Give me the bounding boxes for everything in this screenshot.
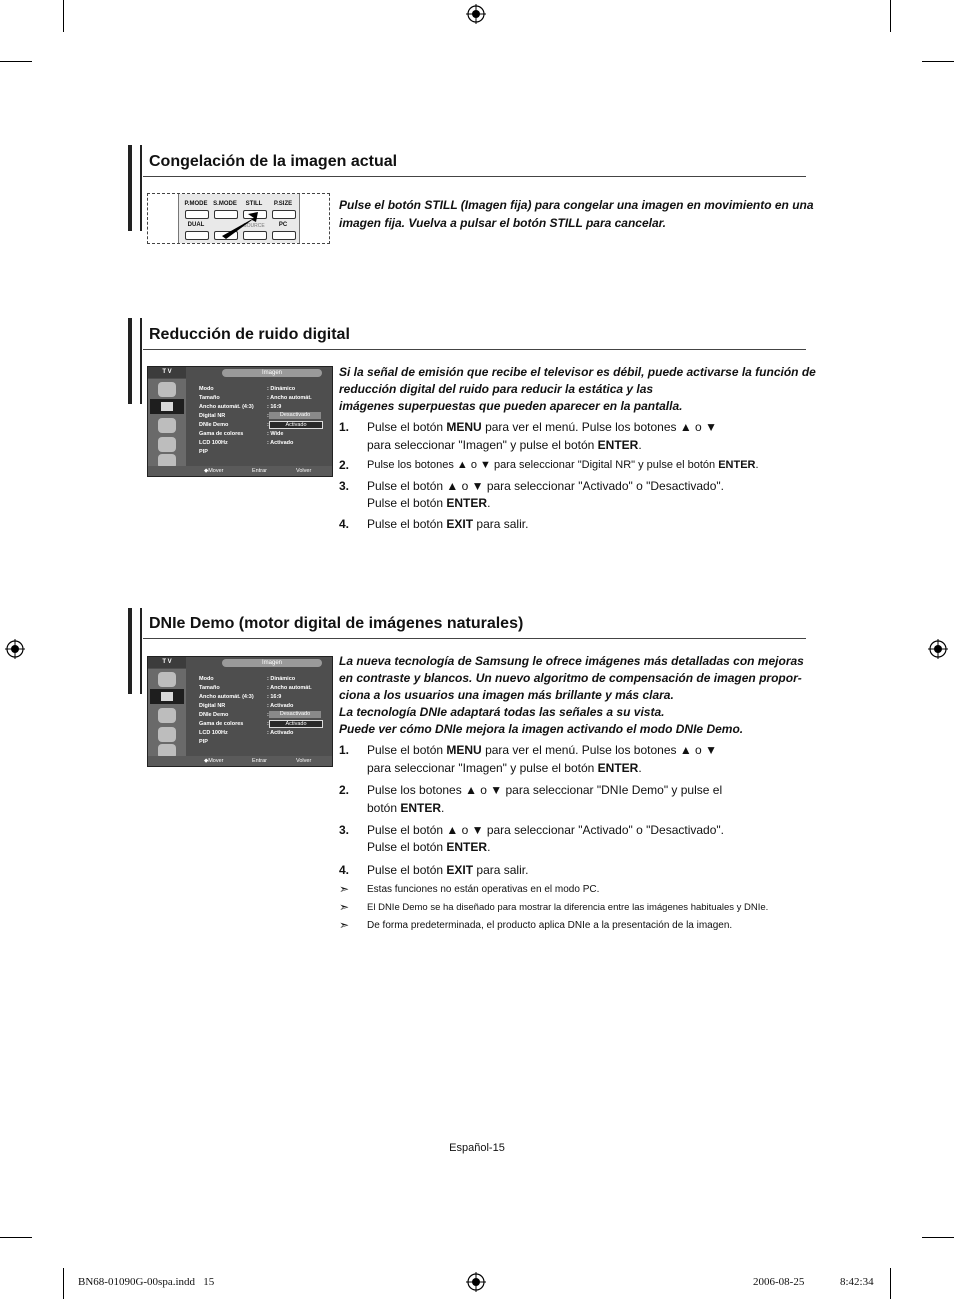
channel-icon (158, 727, 176, 742)
crop-mark (890, 0, 891, 32)
menu-row: Tamaño : Ancho automát. (199, 685, 312, 691)
tv-label: T V (148, 657, 186, 668)
registration-mark-icon (466, 1272, 486, 1292)
crop-mark (0, 61, 32, 62)
picture-icon (150, 399, 184, 414)
section-bar (128, 318, 142, 404)
pmode-button[interactable] (185, 210, 209, 219)
option-desactivado: Desactivado (269, 412, 321, 419)
menu-row: PIP (199, 449, 208, 455)
option-activado: Activado (269, 720, 323, 728)
menu-row: Digital NR : (199, 413, 269, 419)
note-arrow-icon: ➣ (339, 882, 350, 896)
remote-label: P.MODE (184, 201, 208, 207)
remote-label: PC (278, 222, 288, 228)
menu-row: LCD 100Hz : Activado (199, 440, 294, 446)
input-icon (158, 382, 176, 397)
remote-label: STILL (245, 201, 263, 207)
remote-label: SOURCE (243, 223, 265, 229)
menu-row: Tamaño : Ancho automát. (199, 395, 312, 401)
crop-mark (890, 1268, 891, 1299)
footer-file: BN68-01090G-00spa.indd 15 (78, 1276, 215, 1288)
input-icon (158, 672, 176, 687)
section-title: Congelación de la imagen actual (149, 153, 398, 170)
section-rule (143, 638, 806, 639)
crop-mark (922, 61, 954, 62)
tv-menu-screenshot (147, 656, 333, 767)
menu-footer: ◆Mover Entrar Volver (148, 756, 332, 766)
tv-label: T V (148, 367, 186, 378)
section-title: DNIe Demo (motor digital de imágenes naturales) (149, 615, 524, 632)
section-rule (143, 349, 806, 350)
section-title: Reducción de ruido digital (149, 326, 350, 343)
option-activado: Activado (269, 421, 323, 429)
registration-mark-icon (5, 639, 25, 659)
section-bar (128, 145, 142, 231)
page-number: Español-15 (449, 1142, 505, 1154)
pointer-arrow-icon (214, 202, 264, 240)
menu-row: Ancho automát. (4:3) : 16:9 (199, 694, 282, 700)
crop-mark (0, 1237, 32, 1238)
sound-icon (158, 418, 176, 433)
intro-text: La nueva tecnología de Samsung le ofrece imágenes más detalladas con mejoras en contraste y blancos. Un nuevo algoritmo de compensación de imagen propor- ciona a los usuarios una imagen más brillante y más clara. La tecnología DNIe adaptará todas las señales a su vista. Puede ver cómo DNIe mejora la imagen activando el modo DNIe Demo. (339, 654, 804, 736)
section-bar (128, 608, 142, 694)
menu-row: Digital NR : Activado (199, 703, 294, 709)
menu-row: DNIe Demo : (199, 422, 269, 428)
menu-title: Imagen (222, 659, 322, 667)
tv-menu-screenshot (147, 366, 333, 477)
registration-mark-icon (928, 639, 948, 659)
sound-icon (158, 708, 176, 723)
remote-label: S.MODE (213, 201, 237, 207)
picture-icon (150, 689, 184, 704)
remote-label: DUAL (187, 222, 205, 228)
menu-row: PIP (199, 739, 208, 745)
psize-button[interactable] (272, 210, 296, 219)
intro-text: Si la señal de emisión que recibe el televisor es débil, puede activarse la función de reducción digital del ruido para reducir la estática y las imágenes superpuestas que pueden aparecer en la pantalla. (339, 365, 816, 413)
crop-mark (922, 1237, 954, 1238)
crop-mark (63, 1268, 64, 1299)
menu-row: Ancho automát. (4:3) : 16:9 (199, 404, 282, 410)
note-arrow-icon: ➣ (339, 918, 350, 932)
pc-button[interactable] (272, 231, 296, 240)
menu-row: DNIe Demo : (199, 712, 269, 718)
note-arrow-icon: ➣ (339, 900, 350, 914)
menu-row: Gama de colores : (199, 721, 269, 727)
section-rule (143, 176, 806, 177)
channel-icon (158, 437, 176, 452)
menu-row: Modo : Dinámico (199, 676, 296, 682)
registration-mark-icon (466, 4, 486, 24)
menu-row: Gama de colores : Wide (199, 431, 284, 437)
footer-time: 8:42:34 (840, 1276, 874, 1288)
option-desactivado: Desactivado (269, 711, 321, 718)
menu-title: Imagen (222, 369, 322, 377)
remote-control-illustration (147, 193, 330, 244)
menu-row: Modo : Dinámico (199, 386, 296, 392)
menu-row: LCD 100Hz : Activado (199, 730, 294, 736)
menu-footer: ◆Mover Entrar Volver (148, 466, 332, 476)
dual-button[interactable] (185, 231, 209, 240)
remote-label: P.SIZE (273, 201, 293, 207)
intro-text: Pulse el botón STILL (Imagen fija) para congelar una imagen en movimiento en una imagen fija. Vuelva a pulsar el botón STILL para cancelar. (339, 198, 814, 230)
crop-mark (63, 0, 64, 32)
footer-date: 2006-08-25 (753, 1276, 805, 1288)
